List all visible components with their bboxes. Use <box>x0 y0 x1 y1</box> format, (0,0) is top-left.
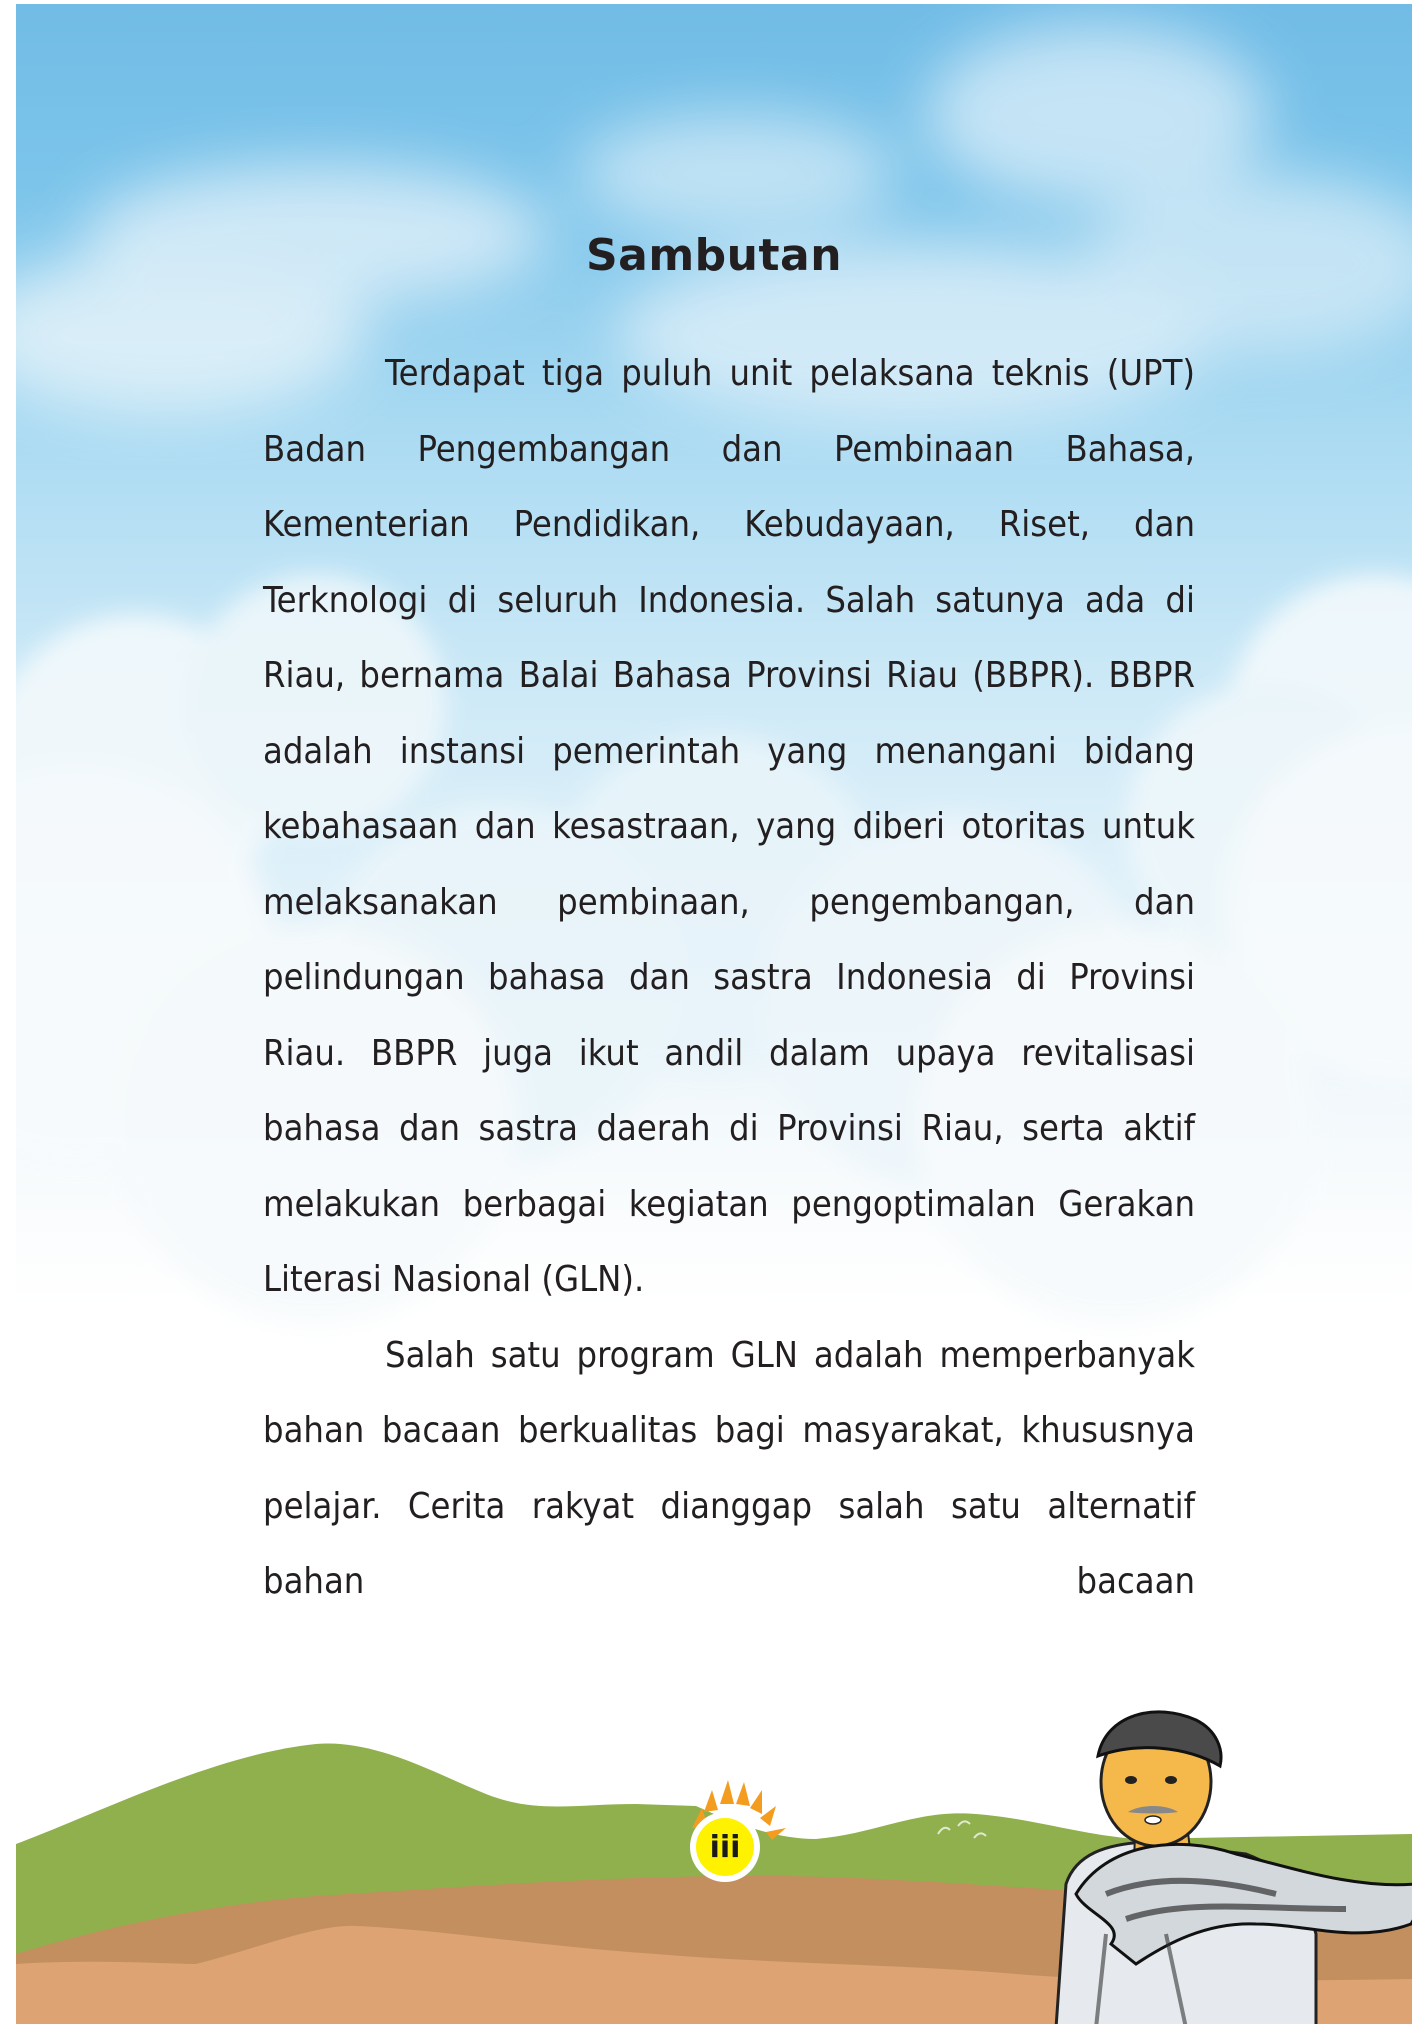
birds-icon <box>936 1816 996 1846</box>
foreword-body <box>263 336 1195 1620</box>
page-title: Sambutan <box>585 230 843 281</box>
paragraph: Salah satu program GLN adalah memperbanyak bahan bacaan berkualitas bagi masyarakat, khususnya pelajar. Cerita rakyat dianggap salah satu alternatif bahan bacaan <box>263 1334 1195 1602</box>
page-number-badge <box>690 1812 760 1882</box>
book-page <box>16 4 1412 2024</box>
paragraph: Terdapat tiga puluh unit pelaksana teknis (UPT) Badan Pengembangan dan Pembinaan Bahasa, Kementerian Pendidikan, Kebudayaan, Riset, dan Terknologi di seluruh Indonesia. Salah satunya ada di Riau, bernama Balai Bahasa Provinsi Riau (BBPR). BBPR adalah instansi pemerintah yang menangani bidang kebahasaan dan kesastraan, yang diberi otoritas untuk melaksanakan pembinaan, pengembangan, dan pelindungan bahasa dan sastra Indonesia di Provinsi Riau. BBPR juga ikut andil dalam upaya revitalisasi bahasa dan sastra daerah di Provinsi Riau, serta aktif melakukan berbagai kegiatan pengoptimalan Gerakan Literasi Nasional (GLN). <box>263 353 1195 1300</box>
page-number: iii <box>696 1818 754 1876</box>
storyteller-figure-illustration <box>1016 1694 1412 2024</box>
